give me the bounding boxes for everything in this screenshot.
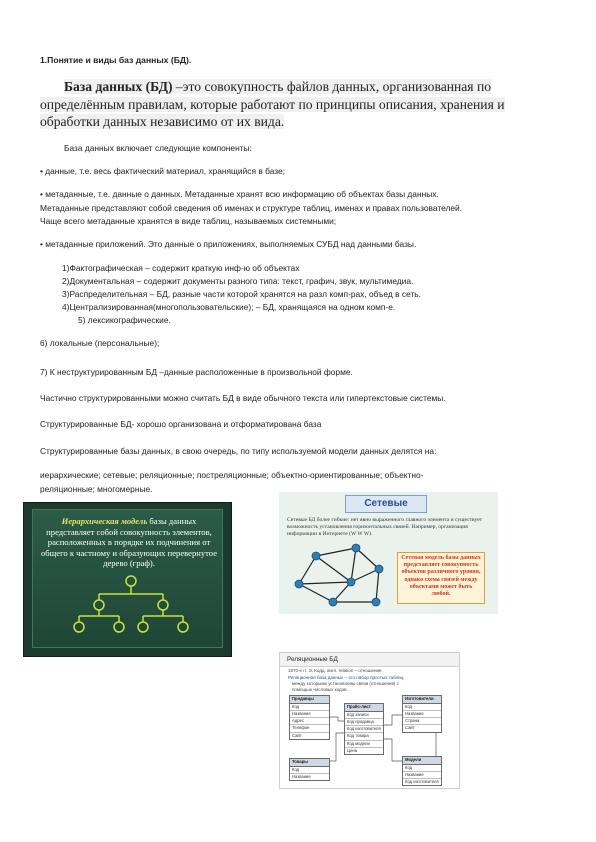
bullet-data: • данные, т.е. весь фактический материал, хранящийся в базе; — [40, 166, 285, 176]
network-text: Сетевые БД более гибкие: нет явно выраженного главного элемента и существует возможность установления горизонтальных связей. Например, организация информации в Интернете (W W W). — [287, 517, 483, 537]
structured-dbs: Структурированные БД- хорошо организована и отформатирована база — [40, 419, 322, 429]
bullet-metadata-line3: Чаще всего метаданные хранятся в виде таблиц, называемых системными; — [40, 216, 337, 226]
hierarchical-caption: Иерархическая модель базы данных представляет собой совокупность элементов, расположенных в порядке их подчинения от общего к частному и образующих перевернутое дерево (граф). — [40, 516, 218, 569]
table-price-list: Прайс-лист Код записи Код продавца Код изготовителя Код товара Код модели Цена — [344, 703, 384, 755]
local-dbs: 6) локальные (персональные); — [40, 338, 160, 348]
table-models: Модели Код Название Код изготовителя — [402, 756, 442, 786]
section-heading: 1.Понятие и виды баз данных (БД). — [40, 55, 192, 65]
tree-diagram-icon — [33, 568, 222, 648]
network-graph-icon — [281, 534, 396, 614]
types-list-item: 3)Распределительная – БД, разные части которой хранятся на разл комп-рах, объед в сеть. — [62, 289, 421, 299]
definition-paragraph — [40, 78, 550, 131]
hierarchical-model-figure — [23, 502, 232, 657]
components-intro: База данных включает следующие компоненты: — [64, 143, 252, 153]
bullet-app-metadata: • метаданные приложений. Это данные о приложениях, выполняемых СУБД над данными базы. — [40, 239, 417, 249]
relational-line: 1970-е гг. Э. Кодд, англ. relation – отношение. — [288, 668, 383, 673]
bullet-metadata-line1: • метаданные, т.е. данные о данных. Метаданные хранят всю информацию об объектах базы данных. — [40, 189, 439, 199]
relational-line: между которыми установлены связи (отношения) с — [292, 681, 399, 686]
bullet-metadata-line2: Метаданные представляют собой сведения об именах и структуре таблиц, именах и правах пользователей. — [40, 203, 462, 213]
network-model-figure — [279, 492, 498, 614]
relational-line: помощью числовых кодов. — [292, 687, 348, 692]
definition-term: База данных (БД) — [64, 79, 173, 94]
table-goods: Товары Код Название — [289, 758, 330, 781]
models-intro: Структурированные базы данных, в свою очередь, по типу используемой модели данных делятся на: — [40, 446, 437, 456]
types-list-item: 4)Централизированная(многопользовательские); – БД, хранящаяся на одном комп-е. — [62, 302, 396, 312]
network-title: Сетевые — [345, 495, 427, 513]
table-manufacturers: Изготовители Код Название Страна Сайт — [402, 695, 442, 733]
types-list-item: 5) лексикографические. — [78, 315, 171, 325]
models-list-line1: иерархические; сетевые; реляционные; постреляционные; объектно-ориентированные; объектно- — [40, 470, 424, 480]
table-sellers: Продавцы Код Название Адрес Телефон Сайт — [289, 695, 330, 740]
network-callout: Сетевая модель базы данных представляет совокупность объектов различного уровня, однако схема связей между объектами может быть любой. — [397, 552, 485, 604]
relational-model-figure — [279, 652, 460, 789]
models-list-line2: реляционные; многомерные. — [40, 484, 153, 494]
types-list-item: 2)Документальная – содержит документы разного типа: текст, графич, звук, мультимедиа. — [62, 276, 414, 286]
relational-line: Реляционная база данных – это набор простых таблиц, — [288, 675, 405, 680]
partial-structured: Частично структурированными можно считать БД в виде обычного текста или гипертекстовые системы. — [40, 393, 446, 403]
types-list-item: 1)Фактографическая – содержит краткую инф-ю об объектах — [62, 263, 300, 273]
unstructured-dbs: 7) К неструктурированным БД –данные расположенные в произвольной форме. — [40, 367, 353, 377]
relational-title: Реляционные БД — [280, 653, 459, 667]
definition-text: –это совокупность файлов данных, организованная по определённым правилам, которые работают по принципы описания, хранения и обработки данных независимо от их вида. — [40, 79, 505, 129]
